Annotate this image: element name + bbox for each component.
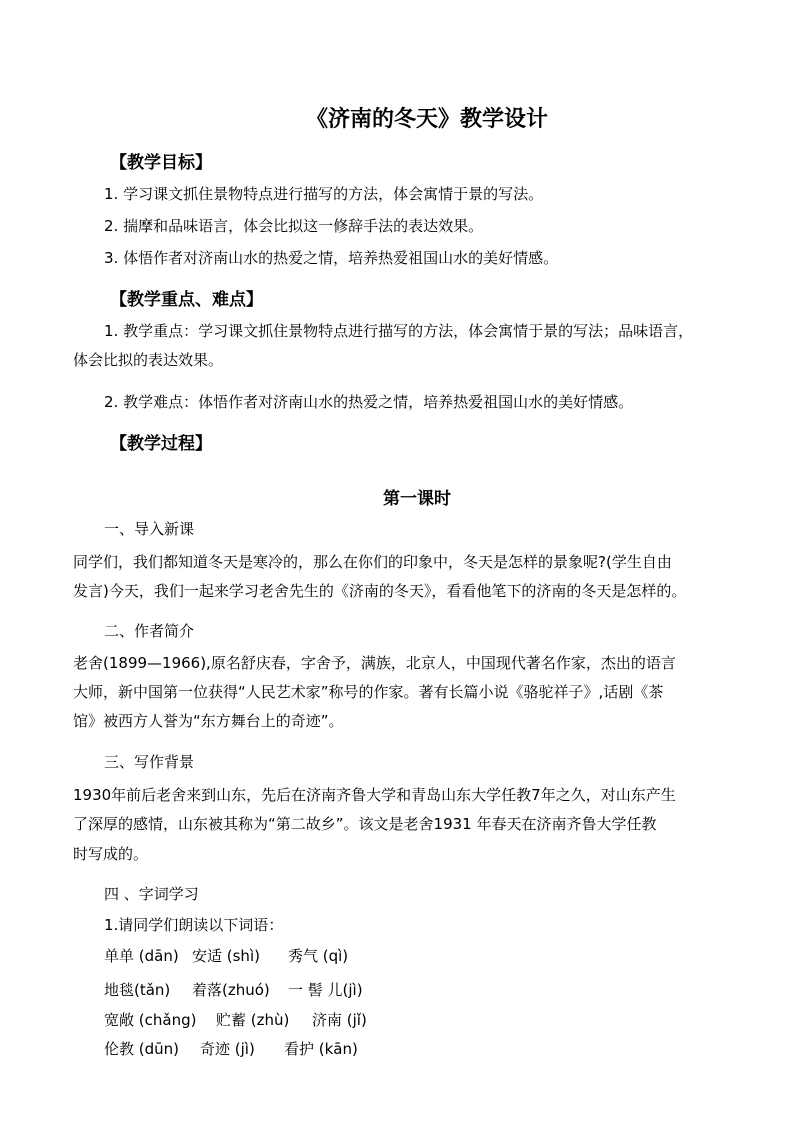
part3-line-2: 了深厚的感情，山东被其称为“第二故乡”。该文是老舍1931 年春天在济南齐鲁大学任教 — [73, 815, 657, 833]
vocab-item: 伦教 (dūn) — [104, 1040, 180, 1058]
key-points-heading: 【教学重点、难点】 — [110, 290, 263, 310]
key-point-item-2: 2. 教学难点：体悟作者对济南山水的热爱之情，培养热爱祖国山水的美好情感。 — [104, 393, 634, 411]
process-heading: 【教学过程】 — [110, 434, 212, 454]
part2-line-3: 馆》被西方人誉为“东方舞台上的奇迹”。 — [73, 712, 344, 730]
objective-item-1: 1. 学习课文抓住景物特点进行描写的方法，体会寓情于景的写法。 — [104, 185, 544, 203]
part4-heading: 四 、字词学习 — [104, 885, 199, 903]
part2-heading: 二、作者简介 — [104, 622, 195, 640]
objective-item-3: 3. 体悟作者对济南山水的热爱之情，培养热爱祖国山水的美好情感。 — [104, 249, 559, 267]
vocab-row — [104, 981, 363, 999]
objective-item-2: 2. 揣摩和品味语言，体会比拟这一修辞手法的表达效果。 — [104, 217, 484, 235]
vocab-item: 一 髻 儿(jì) — [288, 981, 363, 999]
vocab-item: 着落(zhuó) — [192, 981, 270, 999]
part4-instruction: 1.请同学们朗读以下词语： — [104, 916, 284, 934]
vocab-item: 安适 (shì) — [192, 947, 260, 965]
vocab-item: 单单 (dān) — [104, 947, 179, 965]
vocab-row — [104, 1011, 367, 1029]
vocab-item: 地毯(tǎn) — [104, 981, 171, 999]
vocab-item: 秀气 (qì) — [288, 947, 349, 965]
part3-line-1: 1930年前后老舍来到山东，先后在济南齐鲁大学和青岛山东大学任教7年之久，对山东产生 — [73, 786, 676, 804]
part2-line-1: 老舍(1899—1966),原名舒庆春，字舍予，满族，北京人，中国现代著名作家，杰出的语言 — [73, 654, 676, 672]
part1-line-2: 发言)今天，我们一起来学习老舍先生的《济南的冬天》，看看他笔下的济南的冬天是怎样的。 — [73, 582, 687, 600]
part3-line-3: 时写成的。 — [73, 845, 149, 863]
key-point-item-1-line-2: 体会比拟的表达效果。 — [73, 351, 224, 369]
part1-heading: 一、导入新课 — [104, 520, 195, 538]
vocab-item: 济南 (jǐ) — [312, 1011, 367, 1029]
part3-heading: 三、写作背景 — [104, 753, 195, 771]
vocab-item: 看护 (kān) — [284, 1040, 358, 1058]
vocab-item: 宽敞 (chǎng) — [104, 1011, 197, 1029]
document-title: 《济南的冬天》教学设计 — [305, 107, 548, 132]
vocab-item: 奇迹 (jì) — [200, 1040, 255, 1058]
objectives-heading: 【教学目标】 — [110, 153, 212, 173]
lesson-title: 第一课时 — [383, 489, 451, 509]
key-point-item-1-line-1: 1. 教学重点：学习课文抓住景物特点进行描写的方法，体会寓情于景的写法；品味语言， — [104, 322, 694, 340]
vocab-row — [104, 1040, 358, 1058]
vocab-item: 贮蓄 (zhù) — [216, 1011, 290, 1029]
vocab-row — [104, 947, 348, 965]
part2-line-2: 大师，新中国第一位获得“人民艺术家”称号的作家。著有长篇小说《骆驼祥子》,话剧《茶 — [73, 683, 664, 701]
part1-line-1: 同学们，我们都知道冬天是寒冷的，那么在你们的印象中，冬天是怎样的景象呢?(学生自由 — [73, 553, 672, 571]
